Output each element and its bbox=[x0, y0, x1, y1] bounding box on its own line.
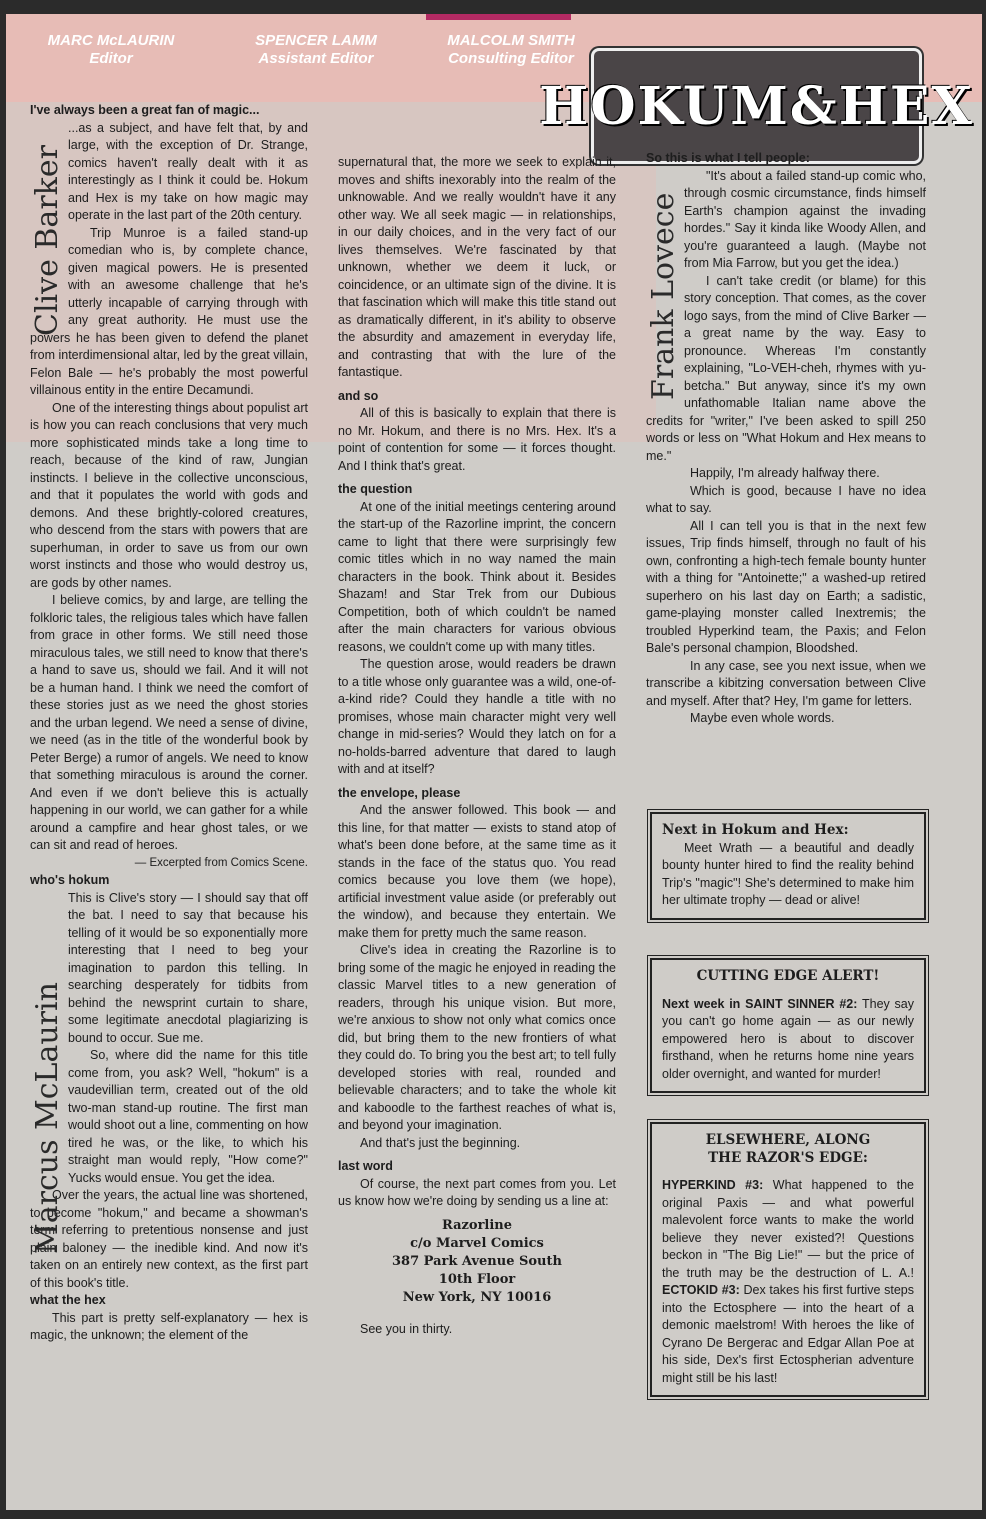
box-elsewhere-title: ELSEWHERE, ALONG THE RAZOR'S EDGE: bbox=[705, 1132, 871, 1166]
col1-p4: I believe comics, by and large, are telling the folkloric tales, the religious tales which have fallen from grace in other forms. We still need those miraculous tales, we still need to know that there's a hand to save us, should we fail. And it will not be a human hand. I think we need the comfort of these stories just as we need the ghost stories and the urban legend. We need a sense of divine, we need (as in the title of the wonderful book by Peter Berge) a rumor of angels. We need to know that something miraculous is around the corner. And even if we don't believe this is actually happening in our world, we can gather for a while around a campfire and hear ghost tales, or we can sit and read of heroes. bbox=[30, 593, 308, 852]
box-next-text: Meet Wrath — a beautiful and deadly bounty hunter hired to find the reality behind Trip's "magic"! She's determined to make him her ultimate trophy — dead or alive! bbox=[662, 840, 914, 907]
col2-p2: All of this is basically to explain that there is no Mr. Hokum, and there is no Mrs. Hex. It's a point of contention for some — it forces thought. And I think that's great. bbox=[338, 406, 616, 473]
col3-p5: All I can tell you is that in the next few issues, Trip finds himself, through no fault of his own, confronting a high-tech female bounty hunter with a thing for "Antoinette;" a washed-up retired superhero on his last day on Earth; a sadistic, game-playing monster called Inextremis; the troubled Hyperkind team, the Paxis; and Felon Bale's personal champion, Bloodshed. bbox=[646, 518, 926, 655]
credit-assistant-editor: SPENCER LAMM Assistant Editor bbox=[255, 32, 377, 67]
top-stripe bbox=[426, 14, 571, 20]
col2-heading-last-word: last word bbox=[338, 1159, 393, 1173]
col1-p7: Over the years, the actual line was shortened, to become "hokum," and became a showman's term referring to pretentious nonsense and just plain baloney — the inedible kind. And now it's taken on an entirely new context, as the first part of this book's title. bbox=[30, 1188, 308, 1290]
col3-p2: I can't take credit (or blame) for this story conception. That comes, as the cover logo says, from the mind of Clive Barker — a great name by the way. Easy to pronounce. Whereas I'm constantly explaining, "Lo-VEH-cheh, rhymes with yu-betcha." But anyway, since it's my own unfathomable Italian name above the credits for "writer," I've been asked to spill 250 words or less on "What Hokum and Hex means to me." bbox=[646, 273, 926, 463]
col1-p8: This part is pretty self-explanatory — hex is magic, the unknown; the element of the bbox=[30, 1310, 308, 1342]
col1-p3: One of the interesting things about populist art is how you can reach conclusions that very much more sophisticated minds take a long time to reach, because of the kind of raw, Jungian instincts. I believe in the collective unconscious, and that it populates the world with gods and demons. And these brightly-colored creatures, who descend from the stars with powers that are superhuman, in order to save us from our own worst instincts and those who would destroy us, are gods by other names. bbox=[30, 400, 308, 590]
col2-p3: At one of the initial meetings centering around the start-up of the Razorline imprint, the concern came to light that there were surprisingly few comic titles which in no way named the main characters in the book. Think about it. Besides Shazam! and Star Trek from our Dubious Competition, both of which couldn't be named after the main characters for various obvious reasons, we couldn't come up with many titles. bbox=[338, 499, 616, 654]
column-1 bbox=[30, 102, 308, 1345]
box-elsewhere-text1: What happened to the original Paxis — and what powerful malevolent force wants to make the world believe they never existed?! Questions beckon in "The Big Lie!" — but the price of the truth may be the destruction of L. A.! bbox=[662, 1178, 914, 1280]
box-cutting-lead: Next week in SAINT SINNER #2: bbox=[662, 996, 858, 1011]
col1-heading-what-the-hex: what the hex bbox=[30, 1293, 106, 1307]
box-cutting-title: CUTTING EDGE ALERT! bbox=[696, 968, 880, 984]
col2-signoff: See you in thirty. bbox=[360, 1321, 453, 1336]
box-elsewhere-lead1: HYPERKIND #3: bbox=[662, 1178, 764, 1192]
col3-heading: So this is what I tell people: bbox=[646, 151, 810, 165]
box-next-in-hokum-and-hex bbox=[650, 812, 926, 920]
col2-p6: Clive's idea in creating the Razorline is to bring some of the magic he enjoyed in reading the classic Marvel titles to a new generation of readers, through his unique vision. But more, we're anxious to show not only what comics once did, but bring them to the new frontiers of what they could do. To bring you the best art; to tell fully developed stories with real, rounded and believable characters; and to take the whole kit and kaboodle to the farthest reaches of what is, and beyond your imagination. bbox=[338, 943, 616, 1132]
mailing-address: Razorline c/o Marvel Comics 387 Park Avenue South 10th Floor New York, NY 10016 bbox=[392, 1217, 562, 1305]
col1-attribution: — Excerpted from Comics Scene. bbox=[134, 856, 308, 869]
credit-editor: MARC McLAURIN Editor bbox=[47, 32, 175, 67]
box-elsewhere bbox=[650, 1122, 926, 1397]
col2-p8: Of course, the next part comes from you. Let us know how we're doing by sending us a line at: bbox=[338, 1176, 616, 1208]
col1-p2: Trip Munroe is a failed stand-up comedian who is, by complete chance, given magical powers. He is presented with an awesome challenge that he's utterly incapable of carrying through with any great authority. He must use the powers he has been given to defend the planet from interdimensional altar, led by the great villain, Felon Bale — he's probably the most powerful villainous entity in the entire Decamundi. bbox=[30, 225, 308, 397]
col1-p6: So, where did the name for this title come from, you ask? Well, "hokum" is a vaudevillian term, created out of the old two-man stand-up routine. The first man would shoot out a line, commenting on how tired he was, or the like, to which his straight man would reply, "How come?" Yucks would ensue. You get the idea. bbox=[68, 1048, 308, 1185]
box-cutting-text: They say you can't go home again — as our newly empowered hero is about to discover firsthand, when he returns home nine years older overnight, and wanted for murder! bbox=[662, 996, 914, 1081]
column-2 bbox=[338, 154, 616, 1338]
box-elsewhere-text2: Dex takes his first furtive steps into the Ectosphere — into the heart of a demonic maelstrom! With heroes the like of Cyrano De Bergerac and Edgar Allan Poe at his side, Dex's first Ectospherian adventure might still be his last! bbox=[662, 1283, 914, 1385]
col2-p4: The question arose, would readers be drawn to a title whose only guarantee was a wild, one-of-a-kind ride? Could they handle a title with no promises, whose main character might very well change in mid-series? Would they latch on for a no-holds-barred adventure that dared to laugh with and at itself? bbox=[338, 657, 616, 776]
col2-p5: And the answer followed. This book — and this line, for that matter — exists to stand atop of what's been done before, at the same time as it stands in the face of the status quo. You read comics because you love them (we hope), artificial investment value aside (or preferably out the window), and because they entertain. We make them for pretty much the same reason. bbox=[338, 803, 616, 940]
box-elsewhere-lead2: ECTOKID #3: bbox=[662, 1283, 740, 1297]
col1-heading-whos-hokum: who's hokum bbox=[30, 873, 110, 887]
col2-p1: supernatural that, the more we seek to explain it, moves and shifts inexorably into the realm of the unknowable. And we really wouldn't have it any other way. We all seek magic — in relationships, in our daily choices, and in the very fact of our lives themselves. We're fascinated by that unknown, whether we deem it luck, or coincidence, or an ultimate sign of the divine. It is that fascination which will make this title stand out as dramatically different, in it's ability to observe the absurdity and amazement in everyday life, and contrasting that with the lure of the fantastique. bbox=[338, 155, 616, 379]
col3-p1: "It's about a failed stand-up comic who, through cosmic circumstance, finds himself Earth's champion against the invading hordes." Say it kinda like Woody Allen, and you're guaranteed a laugh. (Maybe not from Mia Farrow, but you get the idea.) bbox=[684, 168, 926, 270]
box-next-title: Next in Hokum and Hex: bbox=[662, 822, 849, 838]
box-cutting-edge-alert bbox=[650, 958, 926, 1093]
byline-clive-barker: Clive Barker bbox=[30, 145, 65, 336]
col3-p3: Happily, I'm already halfway there. bbox=[690, 466, 880, 480]
col2-p7: And that's just the beginning. bbox=[360, 1135, 521, 1150]
byline-frank-lovece: Frank Lovece bbox=[646, 192, 681, 400]
credit-consulting-editor: MALCOLM SMITH Consulting Editor bbox=[447, 32, 575, 67]
page bbox=[6, 14, 982, 1510]
col1-heading: I've always been a great fan of magic... bbox=[30, 103, 260, 117]
col2-heading-the-question: the question bbox=[338, 482, 413, 496]
col3-p7: Maybe even whole words. bbox=[690, 711, 835, 725]
hokum-hex-logo: HOKUM&HEX bbox=[591, 48, 922, 164]
col1-p1: ...as a subject, and have felt that, by and large, with the exception of Dr. Strange, comics haven't really dealt with it as interestingly as I think it could be. Hokum and Hex is my take on how magic may operate in the last part of the 20th century. bbox=[68, 120, 308, 222]
col3-p6: In any case, see you next issue, when we transcribe a kibitzing conversation between Clive and myself. After that? Hey, I'm game for letters. bbox=[646, 658, 926, 708]
col2-heading-envelope: the envelope, please bbox=[338, 785, 461, 800]
col2-heading-and-so: and so bbox=[338, 388, 379, 403]
col3-p4: Which is good, because I have no idea what to say. bbox=[646, 483, 926, 515]
col1-p5: This is Clive's story — I should say that off the bat. I need to say that because his telling of it would be so exponentially more interesting that I need to beg your imagination to pardon this telling. In searching desperately for tidbits from behind the newsprint curtain to share, some legitimate anecdotal plagiarizing is bound to occur. Sue me. bbox=[68, 890, 308, 1045]
byline-marcus-mclaurin: Marcus McLaurin bbox=[30, 982, 65, 1254]
column-3 bbox=[646, 150, 926, 728]
